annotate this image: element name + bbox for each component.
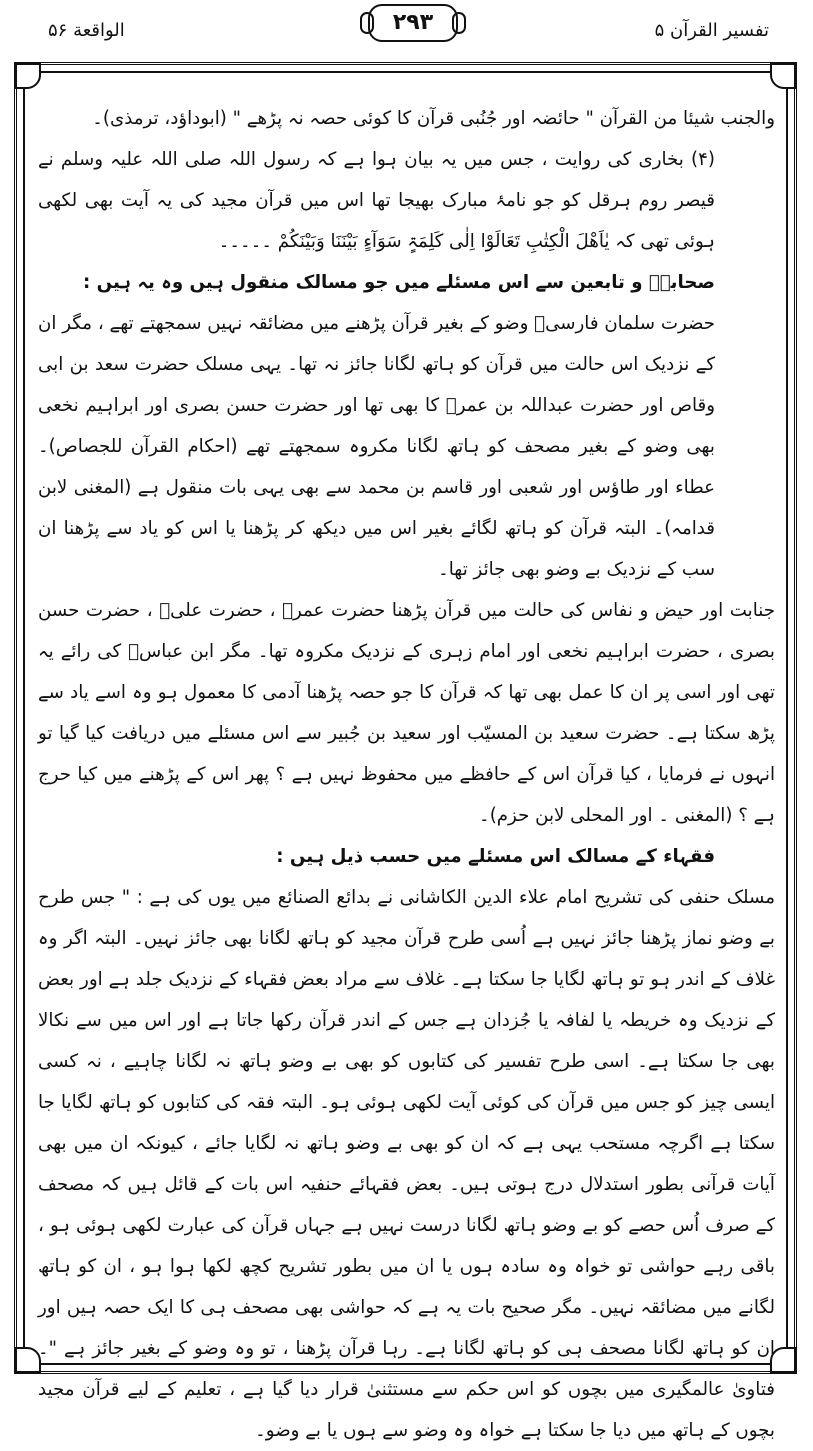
page-header <box>0 0 813 60</box>
heading-jurists: فقہاء کے مسالک اس مسئلے میں حسب ذیل ہیں : <box>276 846 715 867</box>
paragraph-bukhari: (۴) بخاری کی روایت ، جس میں یہ بیان ہوا ہے کہ رسول اللہ صلی اللہ علیہ وسلم نے قیصر روم ہرقل کو جو نامۂ مبارک بھیجا تھا اس میں قرآن مجید کی یہ آیت بھی لکھی ہوئی تھی کہ یٰاَھْلَ الْکِتٰبِ تَعَالَوْا اِلٰی کَلِمَۃٍ سَوَآءٍ بَیْنَنَا وَبَیْنَکُمْ ۔۔۔۔۔ <box>38 149 715 252</box>
paragraph-salman: حضرت سلمان فارسیؓ وضو کے بغیر قرآن پڑھنے میں مضائقہ نہیں سمجھتے تھے ، مگر ان کے نزدیک اس حالت میں قرآن کو ہاتھ لگانا جائز نہ تھا۔ یہی مسلک حضرت سعد بن ابی وقاص اور حضرت عبداللہ بن عمرؓ کا بھی تھا اور حضرت حسن بصری اور ابراہیم نخعی بھی وضو کے بغیر مصحف کو ہاتھ لگانا مکروہ سمجھتے تھے (احکام القرآن للجصاص)۔ عطاء اور طاؤس اور شعبی اور قاسم بن محمد سے بھی یہی بات منقول ہے (المغنی لابن قدامہ)۔ البتہ قرآن کو ہاتھ لگائے بغیر اس میں دیکھ کر پڑھنا یا اس کو یاد سے پڑھنا ان سب کے نزدیک بے وضو بھی جائز تھا۔ <box>38 313 715 580</box>
page-number: ۲۹۳ <box>368 4 458 42</box>
paragraph-hadith-quote: والجنب شیئا من القرآن " حائضہ اور جُنُبی قرآن کا کوئی حصہ نہ پڑھے " (ابوداؤد، ترمذی)۔ <box>92 108 775 129</box>
surah-name: الواقعة ۵۶ <box>48 20 125 41</box>
paragraph-hanafi: مسلک حنفی کی تشریح امام علاء الدین الکاشانی نے بدائع الصنائع میں یوں کی ہے : " جس طرح بے وضو نماز پڑھنا جائز نہیں ہے اُسی طرح قرآن مجید کو ہاتھ لگانا بھی جائز نہیں۔ البتہ اگر وہ غلاف کے اندر ہو تو ہاتھ لگایا جا سکتا ہے۔ غلاف سے مراد بعض فقہاء کے نزدیک جلد ہے اور بعض کے نزدیک وہ خریطہ یا لفافہ یا جُزدان ہے جس کے اندر قرآن رکھا جاتا ہے اور اس میں سے نکالا بھی جا سکتا ہے۔ اسی طرح تفسیر کی کتابوں کو بھی بے وضو ہاتھ نہ لگانا چاہیے ، نہ کسی ایسی چیز کو جس میں قرآن کی کوئی آیت لکھی ہوئی ہو۔ البتہ فقہ کی کتابوں کو ہاتھ لگایا جا سکتا ہے اگرچہ مستحب یہی ہے کہ ان کو بھی بے وضو ہاتھ نہ لگایا جائے ، کیونکہ ان میں بھی آیات قرآنی بطور استدلال درج ہوتی ہیں۔ بعض فقہائے حنفیہ اس بات کے قائل ہیں کہ مصحف کے صرف اُس حصے کو بے وضو ہاتھ لگانا درست نہیں ہے جہاں قرآن کی عبارت لکھی ہوئی ہو ، باقی رہے حواشی تو خواہ وہ سادہ ہوں یا ان میں بطور تشریح کچھ لکھا ہوا ہو ، ان کو ہاتھ لگانے میں مضائقہ نہیں۔ مگر صحیح بات یہ ہے کہ حواشی بھی مصحف ہی کا ایک حصہ ہیں اور ان کو ہاتھ لگانا مصحف ہی کو ہاتھ لگانا ہے۔ رہا قرآن پڑھنا ، تو وہ وضو کے بغیر جائز ہے "۔ فتاویٰ عالمگیری میں بچوں کو اس حکم سے مستثنیٰ قرار دیا گیا ہے ، تعلیم کے لیے قرآن مجید بچوں کے ہاتھ میں دیا جا سکتا ہے خواہ وہ وضو سے ہوں یا بے وضو۔ <box>38 887 775 1441</box>
corner-ornament <box>770 63 796 89</box>
paragraph-janabat: جنابت اور حیض و نفاس کی حالت میں قرآن پڑھنا حضرت عمرؓ ، حضرت علیؓ ، حضرت حسن بصری ، حضرت ابراہیم نخعی اور امام زہری کے نزدیک مکروہ تھا۔ مگر ابن عباسؓ کی رائے یہ تھی اور اسی پر ان کا عمل بھی تھا کہ قرآن کا جو حصہ پڑھنا آدمی کا معمول ہو وہ اسے یاد سے پڑھ سکتا ہے۔ حضرت سعید بن المسیّب اور سعید بن جُبیر سے اس مسئلے میں دریافت کیا گیا تو انہوں نے فرمایا ، کیا قرآن اس کے حافظے میں محفوظ نہیں ہے ؟ پھر اس کے پڑھنے میں کیا حرج ہے ؟ (المغنی ۔ اور المحلی لابن حزم)۔ <box>38 600 775 826</box>
heading-companions: صحابہؓ و تابعین سے اس مسئلے میں جو مسالک منقول ہیں وہ یہ ہیں : <box>83 272 715 293</box>
book-title: تفسیر القرآن ۵ <box>654 20 769 41</box>
body-text <box>38 98 775 1441</box>
